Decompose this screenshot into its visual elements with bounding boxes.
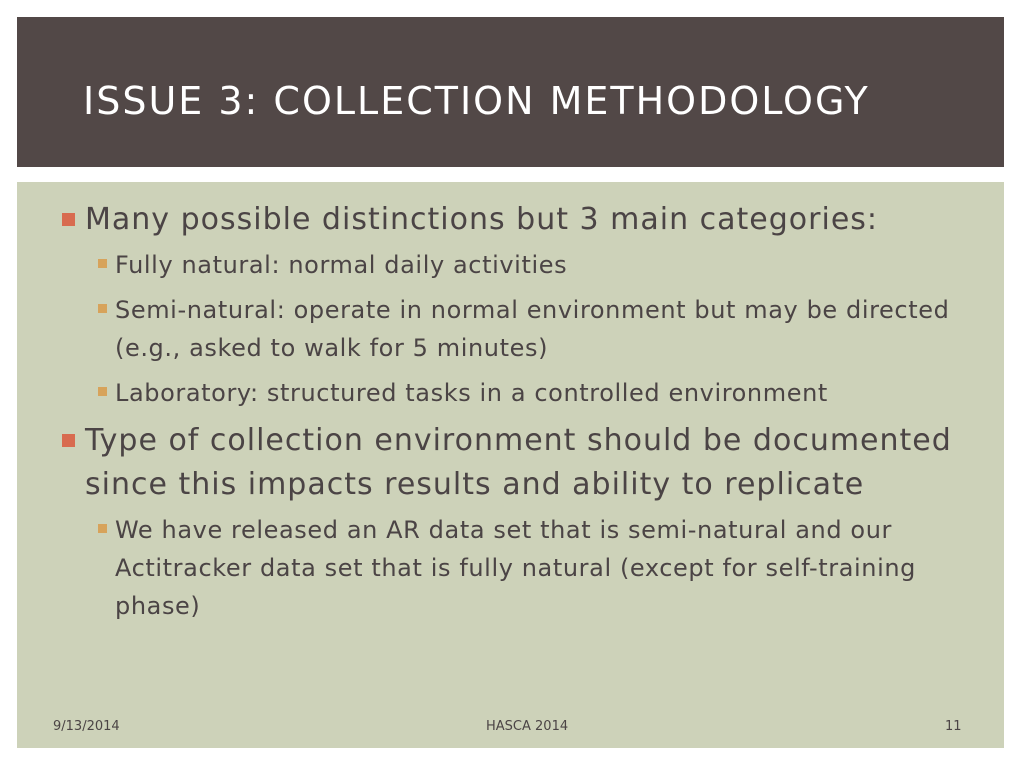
square-bullet-icon <box>62 213 75 226</box>
square-bullet-icon <box>98 304 107 313</box>
sub-bullet-text: Laboratory: structured tasks in a controlled environment <box>115 379 828 407</box>
sub-bullet-item <box>60 291 990 367</box>
bullet-list <box>60 198 990 632</box>
square-bullet-icon <box>98 524 107 533</box>
square-bullet-icon <box>62 434 75 447</box>
footer-date: 9/13/2014 <box>53 719 120 734</box>
slide-title: ISSUE 3: COLLECTION METHODOLOGY <box>83 79 870 123</box>
sub-bullet-item <box>60 511 990 625</box>
sub-bullet-item <box>60 246 990 284</box>
footer-event: HASCA 2014 <box>486 719 569 734</box>
sub-bullet-item <box>60 374 990 412</box>
square-bullet-icon <box>98 259 107 268</box>
bullet-text: Type of collection environment should be documented since this impacts results and ability to replicate <box>85 423 952 502</box>
sub-bullet-text: We have released an AR data set that is semi-natural and our Actitracker data set that is fully natural (except for self-training phase) <box>115 516 917 620</box>
bullet-text: Many possible distinctions but 3 main categories: <box>85 202 879 237</box>
sub-bullet-text: Fully natural: normal daily activities <box>115 251 568 279</box>
footer-page-number: 11 <box>945 719 962 734</box>
square-bullet-icon <box>98 387 107 396</box>
bullet-item <box>60 419 990 507</box>
bullet-item <box>60 198 990 242</box>
sub-bullet-text: Semi-natural: operate in normal environment but may be directed (e.g., asked to walk for 5 minutes) <box>115 296 950 362</box>
